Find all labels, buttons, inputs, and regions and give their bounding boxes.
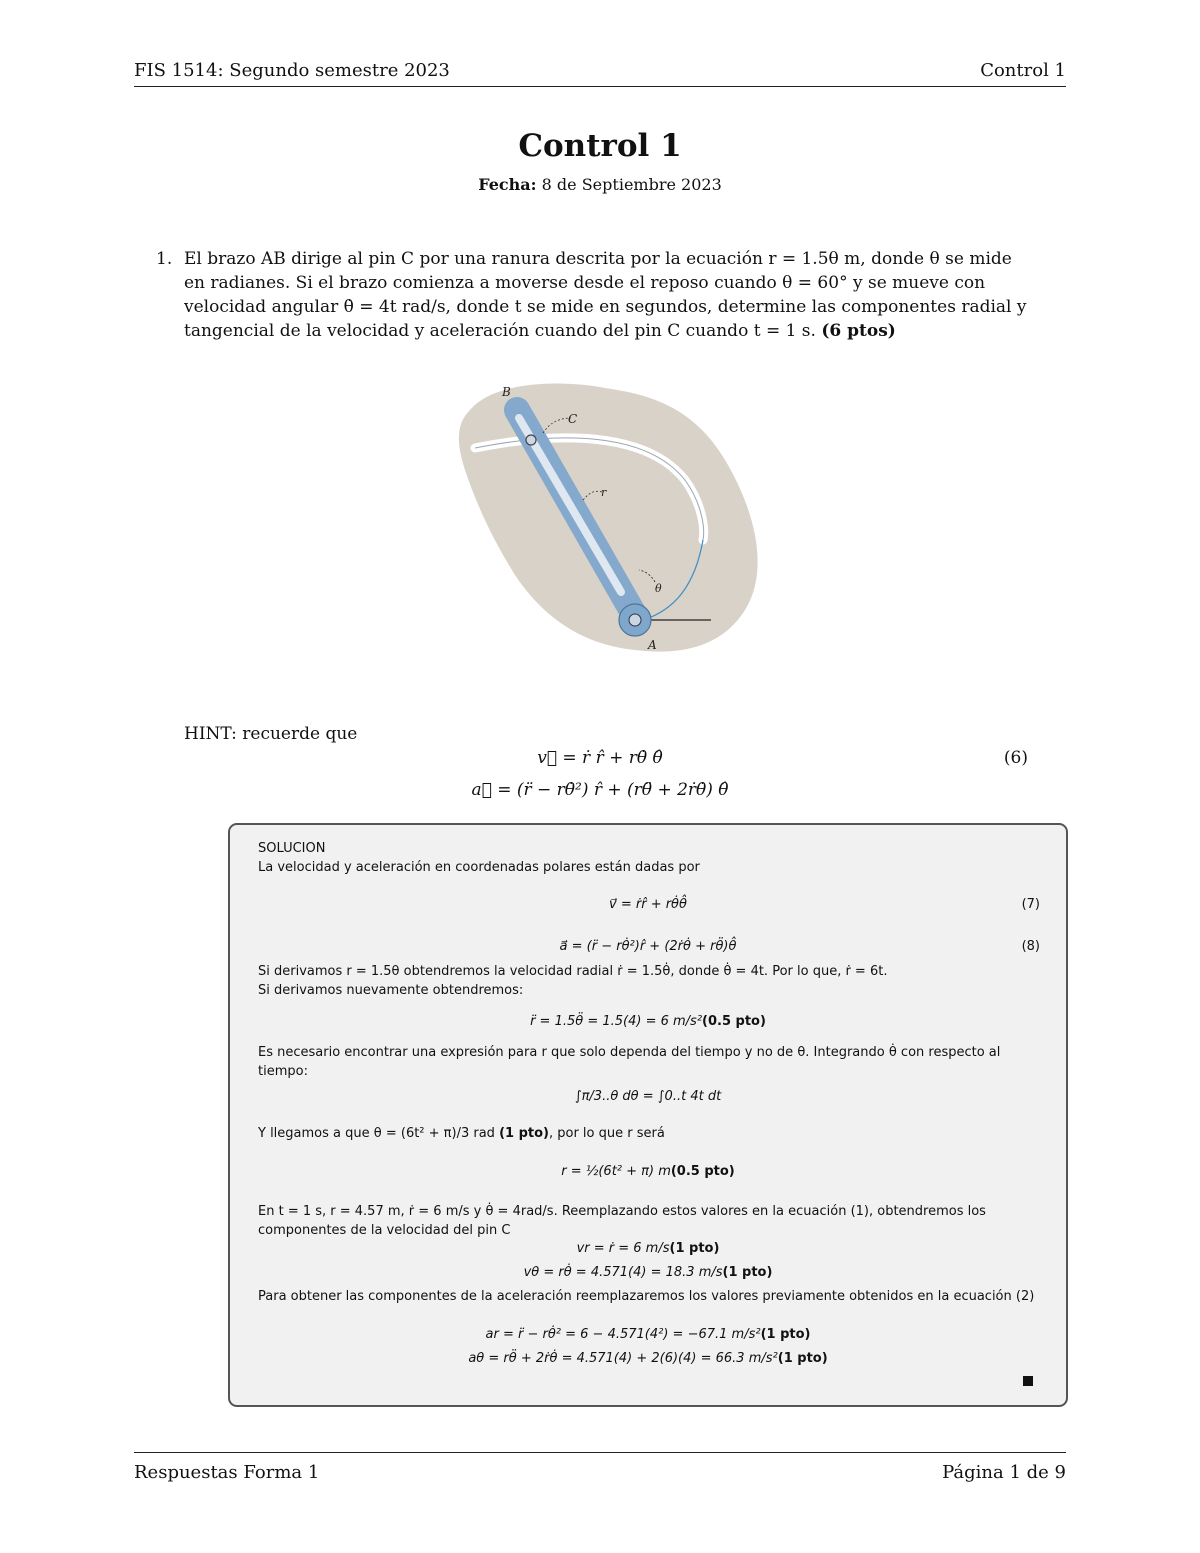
equation-r <box>230 1162 1066 1181</box>
equation-vr-text: vr = ṙ = 6 m/s <box>576 1241 670 1256</box>
equation-vtheta-points: (1 pto) <box>722 1265 773 1280</box>
equation-vtheta <box>230 1263 1066 1282</box>
pivot-a-inner <box>629 614 641 626</box>
equation-r-text: r = ½(6t² + π) m <box>561 1164 671 1179</box>
solution-line-5: En t = 1 s, r = 4.57 m, ṙ = 6 m/s y θ̇ = 4rad/s. Reemplazando estos valores en la ecuación (1), obtendremos los componentes de la velocidad del pin C <box>258 1204 986 1238</box>
equation-rdd-points: (0.5 pto) <box>702 1014 766 1029</box>
equation-vtheta-text: vθ = rθ̇ = 4.571(4) = 18.3 m/s <box>523 1265 723 1280</box>
qed-mark <box>1023 1376 1033 1386</box>
mechanism-figure <box>455 370 765 660</box>
problem-text: El brazo AB dirige al pin C por una ranura descrita por la ecuación r = 1.5θ m, donde θ se mide en radianes. Si el brazo comienza a moverse desde el reposo cuando θ = 60° y se mueve con velocidad angular θ̇ = 4t rad/s, donde t se mide en segundos, determine las componentes radial y tangencial de la velocidad y aceleración cuando del pin C cuando t = 1 s. <box>184 249 1027 341</box>
page-title: Control 1 <box>518 128 682 164</box>
equation-7: v⃗ = ṙr̂ + rθ̇θ̂ <box>609 897 687 912</box>
figure-background <box>459 383 758 651</box>
equation-rdd <box>230 1012 1066 1031</box>
equation-r-points: (0.5 pto) <box>670 1164 735 1179</box>
solution-line-2: Si derivamos nuevamente obtendremos: <box>258 983 524 998</box>
footer-page-number: Página 1 de 9 <box>942 1462 1066 1483</box>
solution-box <box>228 823 1068 1407</box>
exam-date <box>0 175 1200 194</box>
equation-vr-points: (1 pto) <box>669 1241 720 1256</box>
header-exam: Control 1 <box>980 60 1066 81</box>
equation-vr <box>230 1239 1066 1258</box>
hint-equation-number: (6) <box>1003 748 1028 768</box>
equation-ar-text: ar = r̈ − rθ̇² = 6 − 4.571(4²) = −67.1 m/s² <box>485 1327 761 1342</box>
equation-ar-points: (1 pto) <box>760 1327 811 1342</box>
solution-line-4-text: Y llegamos a que θ = (6t² + π)/3 rad <box>258 1126 495 1141</box>
hint-velocity-equation: v⃗ = ṙ r̂ + rθ̇ θ̂ <box>537 748 663 768</box>
solution-intro: La velocidad y aceleración en coordenadas polares están dadas por <box>258 860 700 875</box>
solution-line-3: Es necesario encontrar una expresión para r que solo dependa del tiempo y no de θ. Integrando θ̇ con respecto al tiempo: <box>258 1045 1001 1079</box>
date-value: 8 de Septiembre 2023 <box>541 175 722 194</box>
problem-points: (6 ptos) <box>821 321 896 341</box>
label-theta: θ <box>655 582 662 595</box>
equation-ar <box>230 1325 1066 1344</box>
integral-equation: ∫π/3..θ dθ = ∫0..t 4t dt <box>574 1089 722 1104</box>
solution-line-4-tail: , por lo que r será <box>548 1126 665 1141</box>
pin-c <box>526 435 536 445</box>
solution-line-4 <box>258 1124 1040 1143</box>
equation-8-number: (8) <box>1021 939 1040 954</box>
footer-rule <box>134 1452 1066 1453</box>
problem-1 <box>156 247 1036 343</box>
problem-statement <box>184 247 1036 343</box>
equation-atheta-text: aθ = rθ̈ + 2ṙθ̇ = 4.571(4) + 2(6)(4) = 66.3 m/s² <box>468 1351 778 1366</box>
solution-line-4-points: (1 pto) <box>499 1126 549 1141</box>
footer-form: Respuestas Forma 1 <box>134 1462 320 1483</box>
hint-acceleration-equation: a⃗ = (r̈ − rθ̇²) r̂ + (rθ̈ + 2ṙθ̇) θ̂ <box>471 780 729 800</box>
equation-rdd-text: r̈ = 1.5θ̈ = 1.5(4) = 6 m/s² <box>530 1014 703 1029</box>
solution-line-6: Para obtener las componentes de la aceleración reemplazaremos los valores previamente obtenidos en la ecuación (2) <box>258 1289 1035 1304</box>
label-a: A <box>648 638 657 652</box>
equation-8: a⃗ = (r̈ − rθ̇²)r̂ + (2ṙθ̇ + rθ̈)θ̂ <box>559 939 737 954</box>
date-label: Fecha: <box>478 175 537 194</box>
header-rule <box>134 86 1066 87</box>
equation-atheta-points: (1 pto) <box>777 1351 828 1366</box>
solution-line-1: Si derivamos r = 1.5θ obtendremos la velocidad radial ṙ = 1.5θ̇, donde θ̇ = 4t. Por lo que, ṙ = 6t. <box>258 964 888 979</box>
equation-7-number: (7) <box>1021 897 1040 912</box>
header-course: FIS 1514: Segundo semestre 2023 <box>134 60 450 81</box>
equation-atheta <box>230 1349 1066 1368</box>
hint-label: HINT: recuerde que <box>184 724 358 744</box>
label-r: r <box>601 486 607 499</box>
label-c: C <box>568 412 578 426</box>
problem-number: 1. <box>156 249 173 269</box>
solution-title: SOLUCION <box>258 841 326 856</box>
label-b: B <box>502 385 511 399</box>
